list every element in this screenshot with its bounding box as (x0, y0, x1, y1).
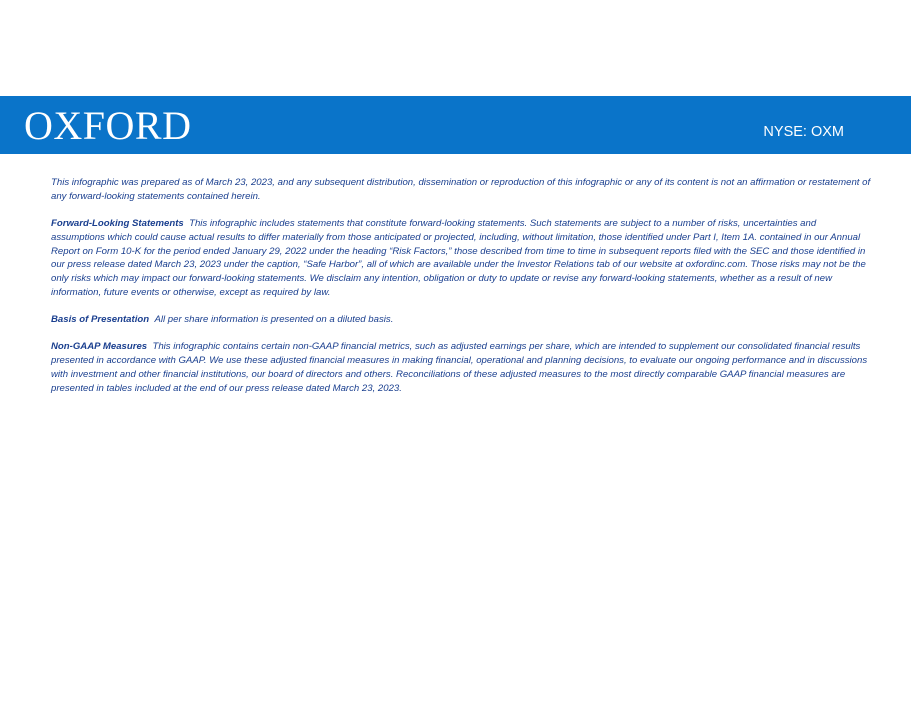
basis-body: All per share information is presented on a diluted basis. (154, 314, 394, 325)
non-gaap-body: This infographic contains certain non-GAAP financial metrics, such as adjusted earnings per share, which are intended to supplement our consolidated financial results presented in accordance with GAAP. We use these adjusted financial measures in making financial, operational and planning decisions, to evaluate our ongoing performance and in discussions with investment and other financial institutions, our board of directors and others. Reconciliations of these adjusted measures to the most directly comparable GAAP financial measures are presented in tables included at the end of our press release dated March 23, 2023. (51, 341, 868, 394)
basis-heading: Basis of Presentation (51, 314, 150, 325)
forward-looking-heading: Forward-Looking Statements (51, 218, 184, 230)
non-gaap-heading: Non-GAAP Measures (51, 341, 148, 353)
non-gaap-paragraph (51, 340, 871, 395)
basis-paragraph (51, 313, 871, 327)
disclaimer-text (51, 176, 871, 409)
intro-paragraph (51, 176, 871, 203)
ticker-symbol: NYSE: OXM (763, 124, 844, 140)
oxford-logo: OXFORD (24, 103, 192, 148)
intro-text: This infographic was prepared as of March 23, 2023, and any subsequent distribution, dissemination or reproduction of this infographic or any of its content is not an affirmation or restatement of any forward-looking statements contained herein. (51, 177, 871, 202)
forward-looking-paragraph (51, 217, 871, 299)
forward-looking-body: This infographic includes statements that constitute forward-looking statements. Such statements are subject to a number of risks, uncertainties and assumptions which could cause actual results to differ materially from those anticipated or projected, including, without limitation, those identified under Part I, Item 1A. contained in our Annual Report on Form 10-K for the period ended January 29, 2022 under the heading “Risk Factors,” those described from time to time in subsequent reports filed with the SEC and those identified in our press release dated March 23, 2023 under the caption, “Safe Harbor”, all of which are available under the Investor Relations tab of our website at oxfordinc.com. Those risks may not be the only risks which may impact our forward-looking statements. We disclaim any intention, obligation or duty to update or revise any forward-looking statements, whether as a result of new information, future events or otherwise, except as required by law. (51, 218, 866, 298)
header-banner (0, 96, 911, 154)
